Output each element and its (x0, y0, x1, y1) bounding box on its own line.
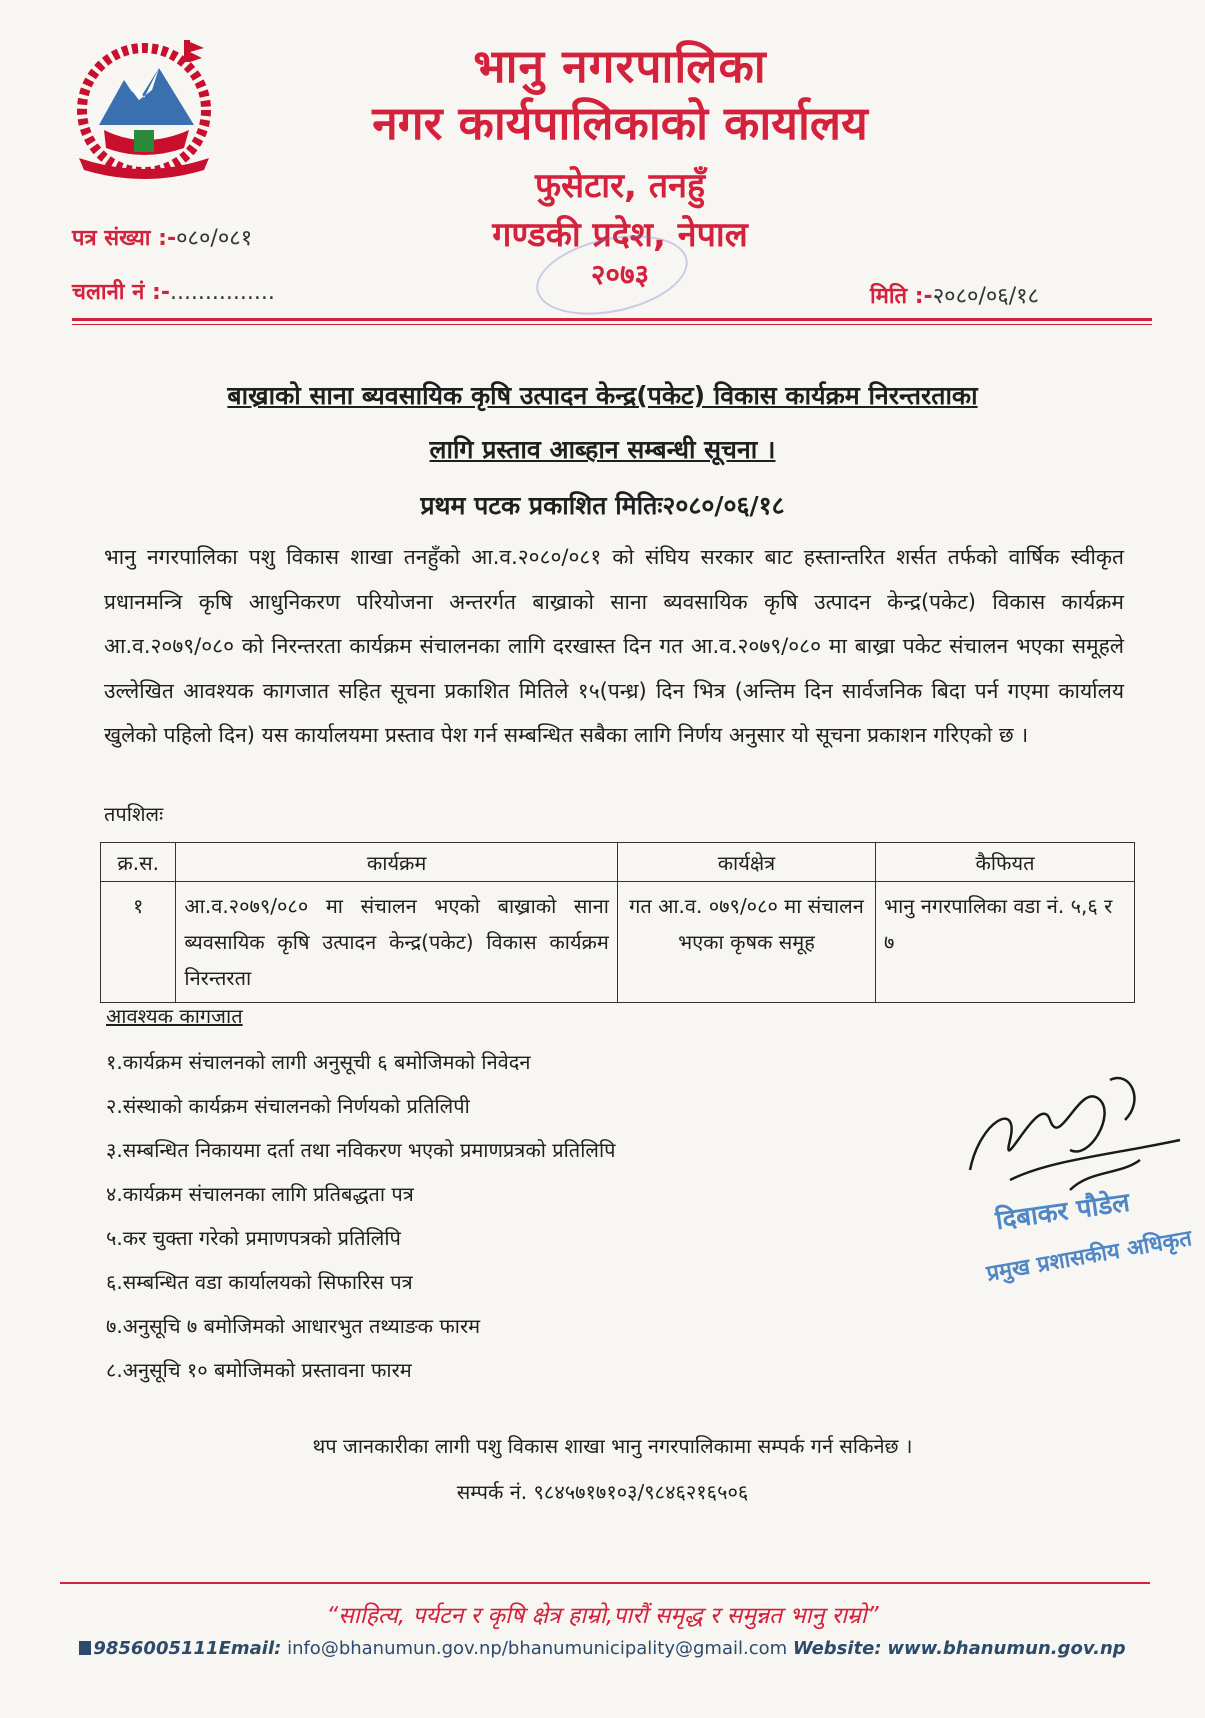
patra-label: पत्र संख्या :- (72, 226, 177, 251)
notice-title-line-1: बाख्राको साना ब्यवसायिक कृषि उत्पादन केन्द्र(पकेट) विकास कार्यक्रम निरन्तरताका (227, 381, 978, 410)
col-header-area: कार्यक्षेत्र (617, 843, 875, 882)
cell-program: आ.व.२०७९/०८० मा संचालन भएको बाख्राको साना ब्यवसायिक कृषि उत्पादन केन्द्र(पकेट) विकास कार्यक्रम निरन्तरता (176, 882, 617, 1003)
cell-area: गत आ.व. ०७९/०८० मा संचालन भएका कृषक समूह (617, 882, 875, 1003)
established-year: २०७३ (590, 258, 650, 291)
cell-remarks: भानु नगरपालिका वडा नं. ५,६ र ७ (876, 882, 1135, 1003)
required-documents-list (106, 1040, 615, 1392)
required-documents-title: आवश्यक कागजात (106, 1004, 243, 1028)
email-label: Email: (218, 1638, 282, 1659)
footer-website[interactable]: www.bhanumun.gov.np (887, 1638, 1126, 1659)
col-header-program: कार्यक्रम (176, 843, 617, 882)
list-item: १.कार्यक्रम संचालनको लागी अनुसूची ६ बमोजिमको निवेदन (106, 1050, 531, 1074)
nepal-emblem-icon (44, 30, 244, 190)
table-header-row (101, 843, 1135, 882)
chalani-label: चलानी नं :- (72, 280, 170, 305)
address-line-1: फुसेटार, तनहुँ (534, 166, 706, 206)
header-divider (72, 318, 1152, 321)
footer-phone: 9856005111 (93, 1638, 219, 1659)
notice-body: भानु नगरपालिका पशु विकास शाखा तनहुँको आ.व.२०८०/०८१ को संघिय सरकार बाट हस्तान्तरित शर्सत तर्फको वार्षिक स्वीकृत प्रधानमन्त्रि कृषि आधुनिकरण परियोजना अन्तरर्गत बाख्राको साना ब्यवसायिक कृषि उत्पादन केन्द्र(पकेट) विकास कार्यक्रम आ.व.२०७९/०८० को निरन्तरता कार्यक्रम संचालनका लागि दरखास्त दिन गत आ.व.२०७९/०८० मा बाख्रा पकेट संचालन भएका समूहले उल्लेखित आवश्यक कागजात सहित सूचना प्रकाशित मितिले १५(पन्ध्र) दिन भित्र (अन्तिम दिन सार्वजनिक बिदा पर्न गएमा कार्यालय खुलेको पहिलो दिन) यस कार्यालयमा प्रस्ताव पेश गर्न सम्बन्धित सबैका लागि निर्णय अनुसार यो सूचना प्रकाशन गरिएको छ । (104, 545, 1124, 747)
list-item: ६.सम्बन्धित वडा कार्यालयको सिफारिस पत्र (106, 1270, 413, 1294)
footer-divider (60, 1582, 1150, 1584)
list-item: ४.कार्यक्रम संचालनका लागि प्रतिबद्धता पत्र (106, 1182, 414, 1206)
list-item: ८.अनुसूचि १० बमोजिमको प्रस्तावना फारम (106, 1358, 412, 1382)
website-label: Website: (792, 1638, 882, 1659)
footer-email[interactable]: info@bhanumun.gov.np/bhanumunicipality@gmail.com (287, 1638, 788, 1659)
list-item: ३.सम्बन्धित निकायमा दर्ता तथा नविकरण भएको प्रमाणप्रत्रको प्रतिलिपि (106, 1138, 616, 1162)
contact-number: सम्पर्क नं. ९८४५७१७१०३/९८४६२१६५०६ (456, 1480, 749, 1504)
slogan: “साहित्य, पर्यटन र कृषि क्षेत्र हाम्रो,पारौं समृद्ध र समुन्नत भानु राम्रो” (326, 1603, 879, 1629)
col-header-sn: क्र.स. (101, 843, 176, 882)
col-header-remarks: कैफियत (876, 843, 1135, 882)
signatory-name: दिबाकर पौडेल (993, 1187, 1132, 1237)
phone-icon (79, 1641, 91, 1655)
details-label: तपशिलः (104, 802, 164, 826)
chalani-value: ............... (169, 280, 275, 305)
miti-value: २०८०/०६/१८ (932, 284, 1040, 309)
miti-label: मिति :- (870, 284, 933, 309)
notice-title-line-2: लागि प्रस्ताव आब्हान सम्बन्धी सूचना । (429, 435, 776, 464)
list-item: २.संस्थाको कार्यक्रम संचालनको निर्णयको प्रतिलिपी (106, 1094, 470, 1118)
header-divider-thin (72, 324, 1152, 325)
office-name: नगर कार्यपालिकाको कार्यालय (372, 96, 868, 150)
program-table (100, 842, 1135, 1003)
cell-sn: १ (101, 882, 176, 1003)
patra-value: ०८०/०८१ (176, 226, 253, 251)
chalani-number (72, 276, 275, 306)
more-info-text: थप जानकारीका लागी पशु विकास शाखा भानु नगरपालिकामा सम्पर्क गर्न सकिनेछ । (312, 1434, 913, 1458)
org-name: भानु नगरपालिका (473, 39, 767, 93)
patra-sankhya (72, 222, 252, 252)
table-row (101, 882, 1135, 1003)
address-line-2: गण्डकी प्रदेश, नेपाल (492, 215, 748, 255)
letter-date (870, 280, 1039, 310)
list-item: ७.अनुसूचि ७ बमोजिमको आधारभुत तथ्याङक फारम (106, 1314, 481, 1338)
list-item: ५.कर चुक्ता गरेको प्रमाणपत्रको प्रतिलिपि (106, 1226, 401, 1250)
published-date: प्रथम पटक प्रकाशित मितिः२०८०/०६/१८ (420, 491, 785, 520)
signatory-title: प्रमुख प्रशासकीय अधिकृत (984, 1226, 1194, 1287)
footer-contact (0, 1638, 1205, 1659)
